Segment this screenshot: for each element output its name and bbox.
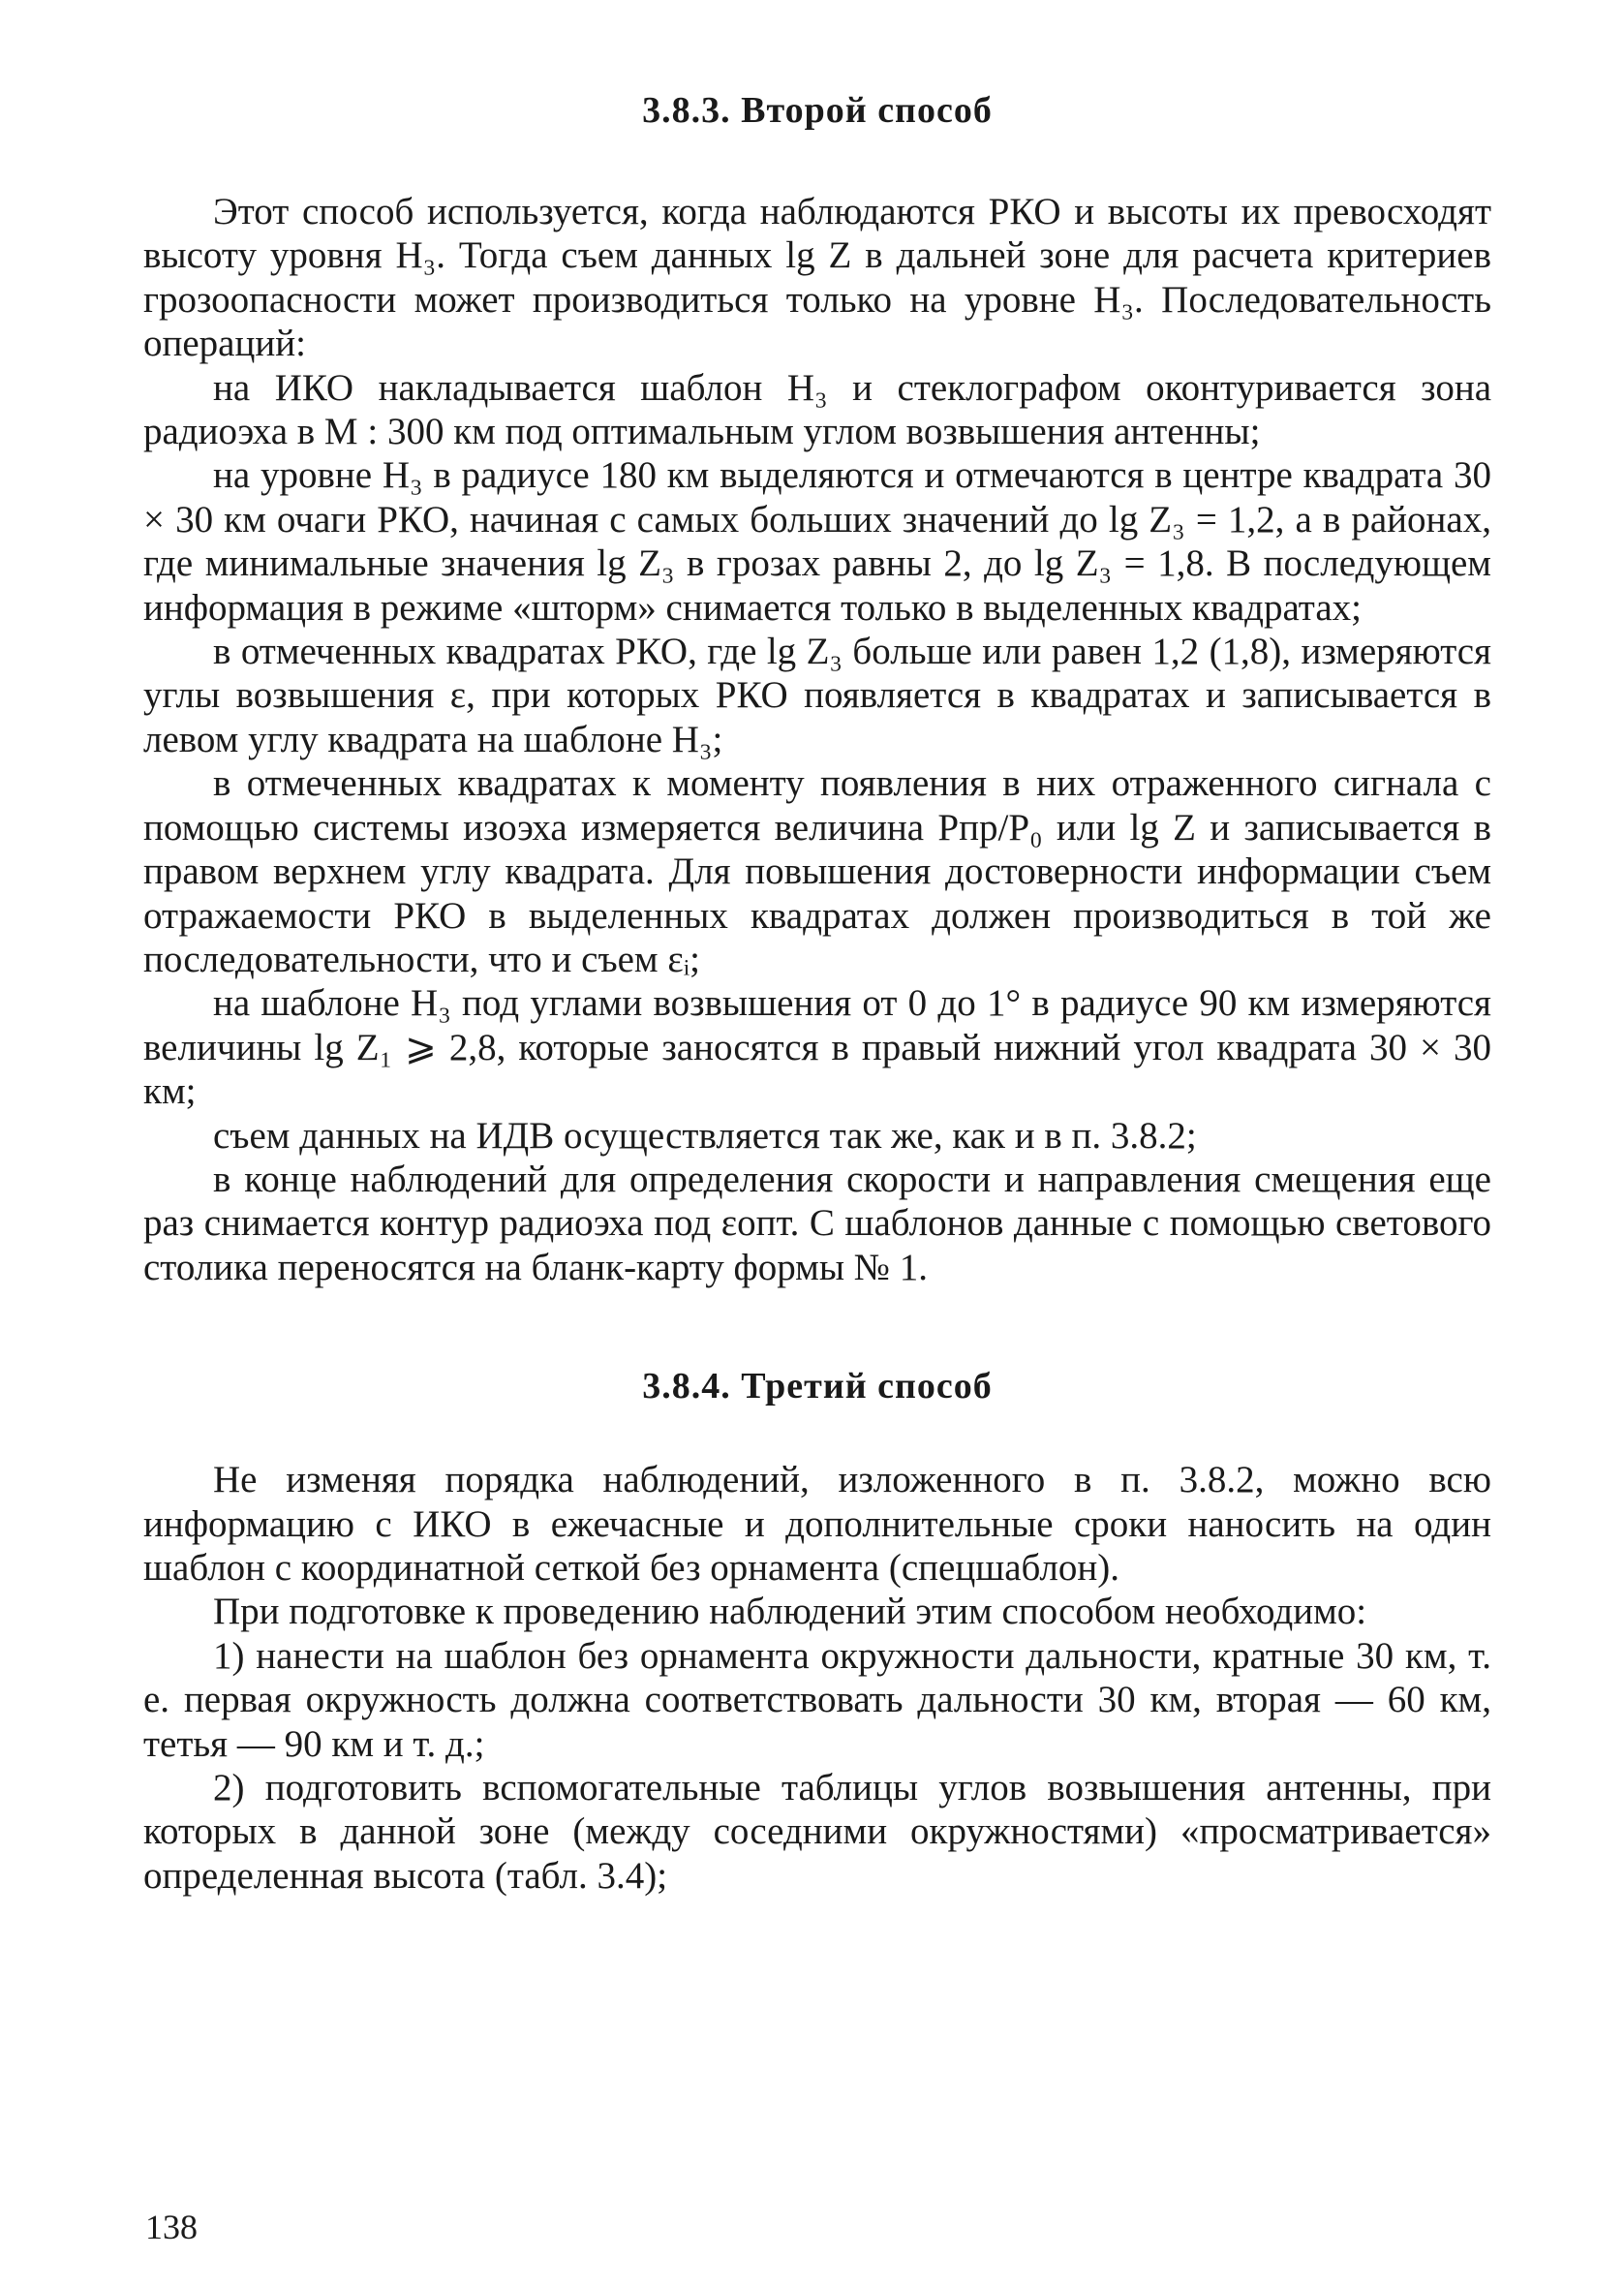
paragraph: на шаблоне H₃ под углами возвышения от 0 до 1° в радиусе 90 км измеряются величины lg Z₁ ⩾ 2,8, которые заносятся в правый нижний угол квадрата 30 × 30 км; xyxy=(143,982,1491,1113)
paragraph: на уровне H₃ в радиусе 180 км выделяются и отмечаются в центре квадрата 30 × 30 км очаги РКО, начиная с самых больших значений до lg Z₃ = 1,2, а в районах, где минимальные значения lg Z₃ в грозах равны 2, до lg Z₃ = 1,8. В последующем информация в режиме «шторм» снимается только в выделенных квадратах; xyxy=(143,454,1491,629)
section-body xyxy=(143,1458,1491,1898)
paragraph: Не изменяя порядка наблюдений, изложенного в п. 3.8.2, можно всю информацию с ИКО в ежечасные и дополнительные сроки наносить на один шаблон с координатной сеткой без орнамента (спецшаблон). xyxy=(143,1459,1491,1589)
paragraph: Этот способ используется, когда наблюдаются РКО и высоты их превосходят высоту уровня H₃. Тогда съем данных lg Z в дальней зоне для расчета критериев грозоопасности может производиться только на уровне H₃. Последовательность операций: xyxy=(143,191,1491,365)
paragraph: в конце наблюдений для определения скорости и направления смещения еще раз снимается контур радиоэха под εопт. С шаблонов данные с помощью светового столика переносятся на бланк-карту формы № 1. xyxy=(143,1158,1491,1288)
paragraph: в отмеченных квадратах к моменту появления в них отраженного сигнала с помощью системы изоэха измеряется величина Pпр/P₀ или lg Z и записывается в правом верхнем углу квадрата. Для повышения достоверности информации съем отражаемости РКО в выделенных квадратах должен производиться в той же последовательности, что и съем εᵢ; xyxy=(143,762,1491,980)
section-heading: 3.8.3. Второй способ xyxy=(642,90,993,131)
section-body xyxy=(143,190,1491,1289)
paragraph: При подготовке к проведению наблюдений этим способом необходимо: xyxy=(213,1591,1367,1633)
page-body xyxy=(143,68,1491,1898)
page-number: 138 xyxy=(145,2208,198,2246)
section-heading: 3.8.4. Третий способ xyxy=(642,1366,993,1407)
paragraph: 1) нанести на шаблон без орнамента окружности дальности, кратные 30 км, т. е. первая окружность должна соответствовать дальности 30 км, вторая — 60 км, тетья — 90 км и т. д.; xyxy=(143,1634,1491,1765)
paragraph: в отмеченных квадратах РКО, где lg Z₃ больше или равен 1,2 (1,8), измеряются углы возвышения ε, при которых РКО появляется в квадратах и записывается в левом углу квадрата на шаблоне H₃; xyxy=(143,631,1491,760)
paragraph: 2) подготовить вспомогательные таблицы углов возвышения антенны, при которых в данной зоне (между соседними окружностями) «просматривается» определенная высота (табл. 3.4); xyxy=(143,1767,1491,1897)
paragraph: съем данных на ИДВ осуществляется так же, как и в п. 3.8.2; xyxy=(213,1114,1197,1157)
paragraph: на ИКО накладывается шаблон H₃ и стеклографом оконтуривается зона радиоэха в М : 300 км под оптимальным углом возвышения антенны; xyxy=(143,366,1491,453)
